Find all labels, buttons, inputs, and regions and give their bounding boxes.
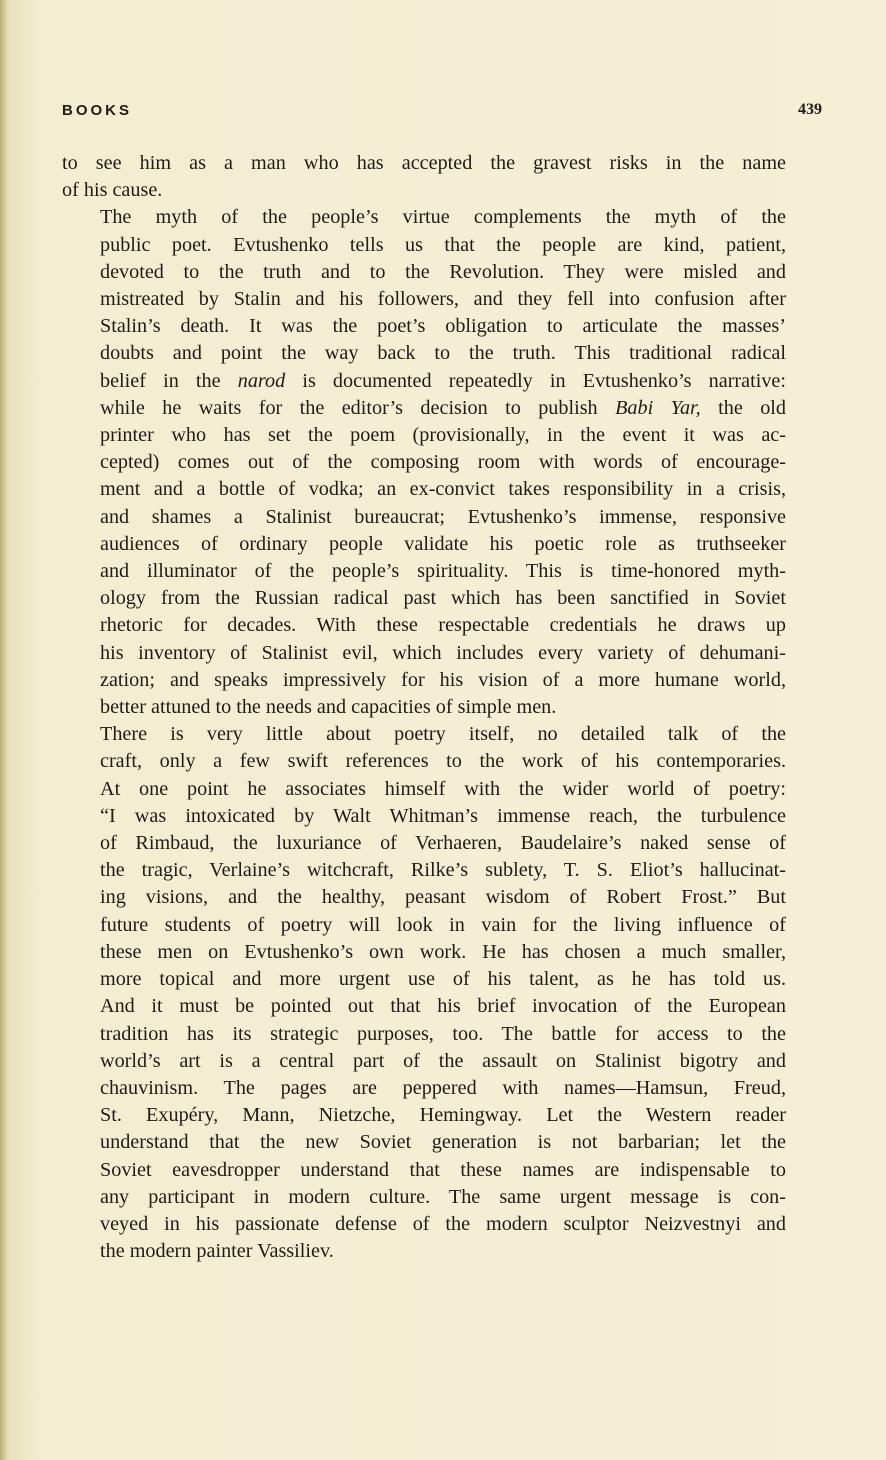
paragraph [62,150,786,204]
text-line: printer who has set the poem (provisionally, in the event it was ac- [100,424,786,447]
text-line: chauvinism. The pages are peppered with names—Hamsun, Freud, [100,1076,786,1099]
text-line: “I was intoxicated by Walt Whitman’s immense reach, the turbulence [100,804,786,827]
text-line: veyed in his passionate defense of the modern sculptor Neizvestnyi and [100,1212,786,1235]
text-line: cepted) comes out of the composing room with words of encourage- [100,451,786,474]
text-line: to see him as a man who has accepted the gravest risks in the name [62,152,786,174]
text-line: At one point he associates himself with the wider world of poetry: [100,777,786,800]
text-line: belief in the narod is documented repeatedly in Evtushenko’s narrative: [100,369,786,392]
paragraph [62,721,786,1265]
page-number: 439 [798,101,822,118]
text-line: tradition has its strategic purposes, too. The battle for access to the [100,1022,786,1045]
text-line: better attuned to the needs and capacities of simple men. [100,696,557,719]
page-gutter-shadow [0,0,6,1460]
text-line: And it must be pointed out that his brief invocation of the European [100,995,786,1018]
text-line: craft, only a few swift references to the work of his contemporaries. [100,750,786,773]
text-line: Soviet eavesdropper understand that these names are indispensable to [100,1158,786,1181]
text-line: public poet. Evtushenko tells us that the people are kind, patient, [100,233,786,256]
text-line: audiences of ordinary people validate his poetic role as truthseeker [100,532,786,555]
text-line: mistreated by Stalin and his followers, and they fell into confusion after [100,288,786,311]
text-line: while he waits for the editor’s decision to publish Babi Yar, the old [100,396,786,419]
text-line: understand that the new Soviet generation is not barbarian; let the [100,1131,786,1154]
text-line: Stalin’s death. It was the poet’s obligation to articulate the masses’ [100,315,786,338]
text-line: the tragic, Verlaine’s witchcraft, Rilke’s sublety, T. S. Eliot’s hallucinat- [100,859,786,882]
text-line: more topical and more urgent use of his talent, as he has told us. [100,968,786,991]
text-line: ology from the Russian radical past which has been sanctified in Soviet [100,587,786,610]
paragraph [62,204,786,721]
text-line: zation; and speaks impressively for his vision of a more humane world, [100,668,786,691]
text-line: St. Exupéry, Mann, Nietzche, Hemingway. Let the Western reader [100,1104,786,1127]
text-line: There is very little about poetry itself, no detailed talk of the [100,723,786,746]
text-line: and illuminator of the people’s spirituality. This is time-honored myth- [100,560,786,583]
text-line: rhetoric for decades. With these respectable credentials he draws up [100,614,786,637]
text-line: any participant in modern culture. The same urgent message is con- [100,1185,786,1208]
body-text [62,150,786,1265]
text-line: ment and a bottle of vodka; an ex-convict takes responsibility in a crisis, [100,478,786,501]
text-line: doubts and point the way back to the truth. This traditional radical [100,342,786,365]
text-line: world’s art is a central part of the assault on Stalinist bigotry and [100,1049,786,1072]
text-line: the modern painter Vassiliev. [100,1240,334,1263]
text-line: and shames a Stalinist bureaucrat; Evtushenko’s immense, responsive [100,505,786,528]
text-line: ing visions, and the healthy, peasant wisdom of Robert Frost.” But [100,886,786,909]
text-line: devoted to the truth and to the Revolution. They were misled and [100,260,786,283]
text-line: The myth of the people’s virtue complements the myth of the [100,206,786,229]
text-line: of his cause. [62,179,163,202]
running-head: BOOKS [62,102,133,119]
text-line: of Rimbaud, the luxuriance of Verhaeren, Baudelaire’s naked sense of [100,832,786,855]
text-line: these men on Evtushenko’s own work. He has chosen a much smaller, [100,940,786,963]
text-line: future students of poetry will look in vain for the living influence of [100,913,786,936]
text-line: his inventory of Stalinist evil, which includes every variety of dehumani- [100,641,786,664]
